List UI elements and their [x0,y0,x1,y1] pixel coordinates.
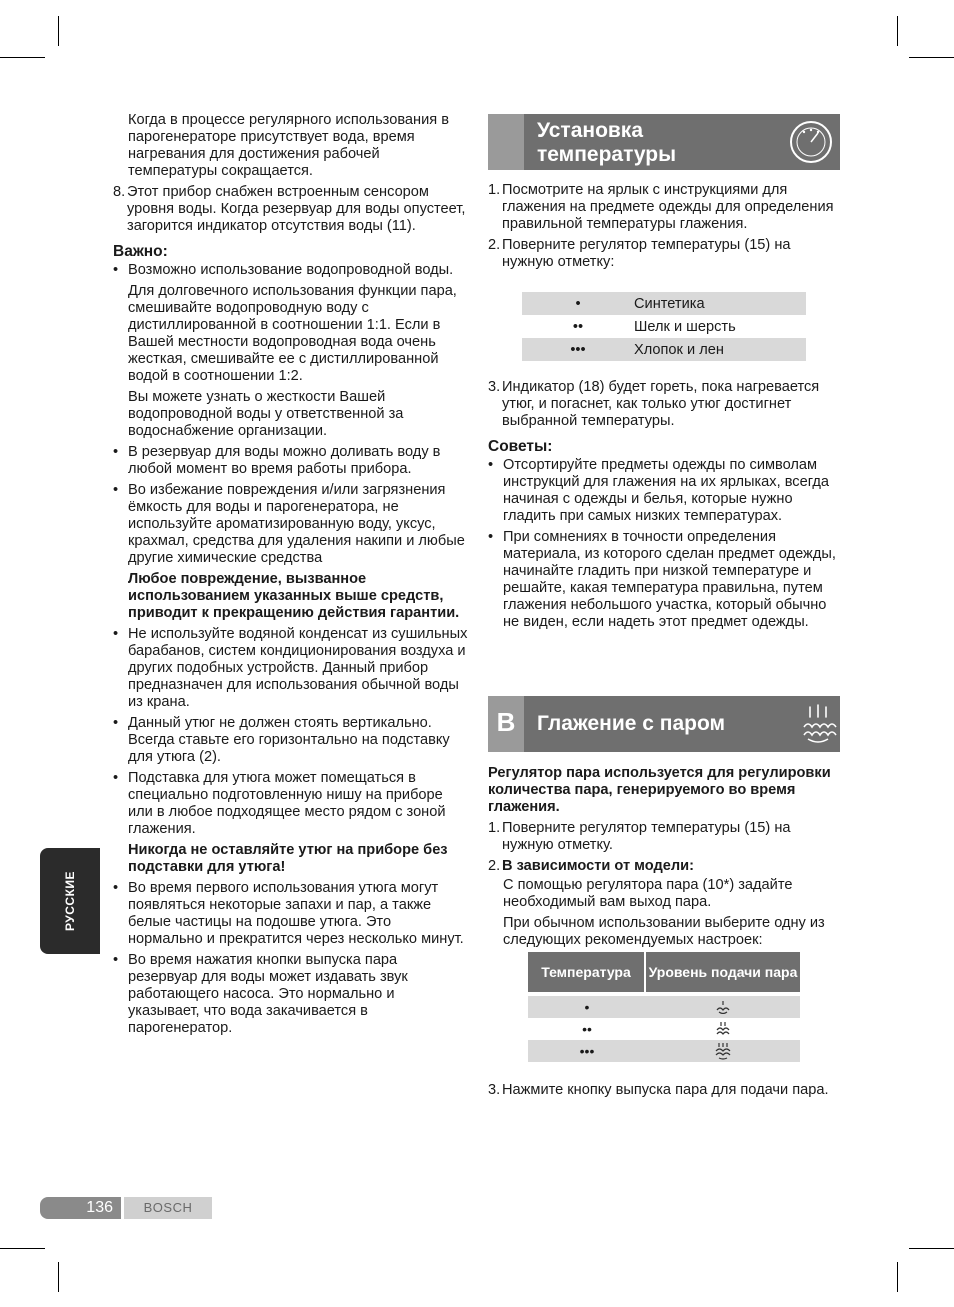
section-letter: B [496,707,516,737]
item-text: Индикатор (18) будет гореть, пока нагревается утюг, и погаснет, как только утюг достигнет выбранной температуры. [502,379,820,429]
bullet-item [113,262,468,440]
column-header-steam: Уровень подачи пара [646,952,800,992]
item-number: 3. [488,379,501,395]
steam-settings-table [528,952,800,1062]
crop-mark [909,57,954,58]
language-tab [40,848,100,954]
bullet-item: • Во время первого использования утюга могут появляться некоторые запахи и пар, а также белые частицы на подошве утюга. Это нормально и прекратится через несколько минут. [113,880,468,948]
item-text: Этот прибор снабжен встроенным сенсором уровня воды. Когда резервуар для воды опустеет, загорится индикатор отсутствия воды (11). [127,184,466,234]
item-number: 8. [113,184,126,200]
crop-mark [909,1248,954,1249]
temperature-section-header [488,114,840,170]
steam-level-2-icon [646,1021,800,1037]
numbered-item [488,820,843,854]
column-header-temperature: Температура [528,952,644,992]
bullet-item: • При сомнениях в точности определения материала, из которого сделан предмет одежды, начинайте гладить при низкой температуре и решайте, какая температура правильна, путем глажения небольшого участка, который обычно не виден, если надеть этот предмет одежды. [488,529,843,631]
page-number: 136 [40,1197,121,1219]
item-text: Поверните регулятор температуры (15) на нужную отметку: [502,237,791,270]
table-header [528,952,800,992]
item-number: 1. [488,182,501,198]
item-text: В зависимости от модели: [502,858,694,874]
item-number: 3. [488,1082,501,1098]
fabric-label: Синтетика [634,295,705,312]
table-row [528,1040,800,1062]
steam-intro: Регулятор пара используется для регулировки количества пара, генерируемого во время глажения. [488,765,831,815]
brand-label: BOSCH [124,1197,212,1219]
bullet-text: Вы можете узнать о жесткости Вашей водопроводной воды у ответственной за водоснабжение организации. [128,389,404,439]
tips-heading: Советы: [488,438,553,455]
important-heading: Важно: [113,243,168,260]
language-label: РУССКИЕ [63,870,77,932]
title-line: температуры [537,143,677,166]
paragraph: При обычном использовании выберите одну из следующих рекомендуемых настроек: [503,915,825,948]
steam-section-header [488,696,840,752]
bullet-text: • Во избежание повреждения и/или загрязнения ёмкость для воды и парогенератора, не используйте ароматизированную воду, уксус, крахмал, средства для удаления накипи и любые другие химические средства [128,482,465,566]
item-number: 2. [488,858,501,874]
numbered-item [488,858,843,875]
table-row [522,292,806,315]
bullet-item [113,770,468,876]
numbered-item-8 [113,184,468,235]
numbered-item [488,379,843,430]
table-row [522,338,806,361]
temperature-dots: • [575,295,581,312]
bullet-text: Для долговечного использования функции пара, смешивайте водопроводную воду с дистиллированной в соотношении 1:1. Если в Вашей местности водопроводная вода очень жесткая, смешивайте ее с дистиллированной водой в соотношении 1:2. [128,283,457,384]
bullet-item: • Отсортируйте предметы одежды по символам инструкций для глажения на их ярлыках, всегда начиная с одежды и белья, которые нужно гладить при самых низких температурах. [488,457,843,525]
fabric-label: Шелк и шерсть [634,318,736,335]
table-row [528,996,800,1018]
stand-warning: Никогда не оставляйте утюг на приборе без подставки для утюга! [128,842,448,875]
bullet-item: • В резервуар для воды можно доливать воду в любой момент во время работы прибора. [113,444,468,478]
fabric-table [522,292,806,361]
left-column [113,112,468,1041]
steam-final-step [488,1082,843,1103]
temperature-dots: ••• [579,1043,595,1059]
numbered-item [488,182,843,233]
temperature-steps [488,182,843,275]
item-number: 2. [488,237,501,253]
steam-level-1-icon [646,1000,800,1014]
header-tab [488,114,524,170]
crop-mark [58,1262,59,1292]
steam-level-3-icon [646,1042,800,1060]
temperature-dots: •• [582,1021,592,1037]
bullet-text: • Подставка для утюга может помещаться в специально подготовленную нишу на приборе или в любое подходящее место рядом с зоной глажения. [128,770,446,837]
numbered-item [488,1082,843,1099]
section-title [537,119,676,167]
table-row [528,1018,800,1040]
table-row [522,315,806,338]
temperature-tips [488,379,843,635]
item-text: Посмотрите на ярлык с инструкциями для глажения на предмете одежды для определения правильной температуры глажения. [502,182,834,232]
crop-mark [0,1248,45,1249]
crop-mark [0,57,45,58]
item-number: 1. [488,820,501,836]
temperature-dots: • [584,999,590,1015]
temperature-dots: ••• [570,341,586,358]
warranty-warning: Любое повреждение, вызванное использованием указанных выше средств, приводит к прекращению действия гарантии. [128,571,460,621]
bullet-item: • Во время нажатия кнопки выпуска пара резервуар для воды может издавать звук работающего насоса. Это нормально и указывает, что вода закачивается в парогенератор. [113,952,468,1037]
temperature-dial-icon [788,119,834,165]
crop-mark [897,16,898,46]
item-text: Нажмите кнопку выпуска пара для подачи пара. [502,1082,829,1098]
fabric-label: Хлопок и лен [634,341,724,358]
temperature-dots: •• [572,318,584,335]
header-tab [488,696,524,752]
paragraph: С помощью регулятора пара (10*) задайте необходимый вам выход пара. [503,877,793,910]
steam-steps [488,765,843,949]
crop-mark [897,1262,898,1292]
title-line: Установка [537,119,643,142]
section-title: Глажение с паром [537,712,726,735]
paragraph: Когда в процессе регулярного использования в парогенераторе присутствует вода, время нагревания для достижения рабочей температуры сокращается. [128,112,449,179]
item-text: Поверните регулятор температуры (15) на нужную отметку. [502,820,791,853]
bullet-text: • Возможно использование водопроводной воды. [128,262,454,278]
bullet-item: • Не используйте водяной конденсат из сушильных барабанов, систем кондиционирования воздуха и других подобных устройств. Данный прибор предназначен для использования обычной воды из крана. [113,626,468,711]
steam-icon [798,703,838,745]
crop-mark [58,16,59,46]
numbered-item [488,237,843,271]
bullet-item: • Данный утюг не должен стоять вертикально. Всегда ставьте его горизонтально на подставку для утюга (2). [113,715,468,766]
bullet-item [113,482,468,622]
